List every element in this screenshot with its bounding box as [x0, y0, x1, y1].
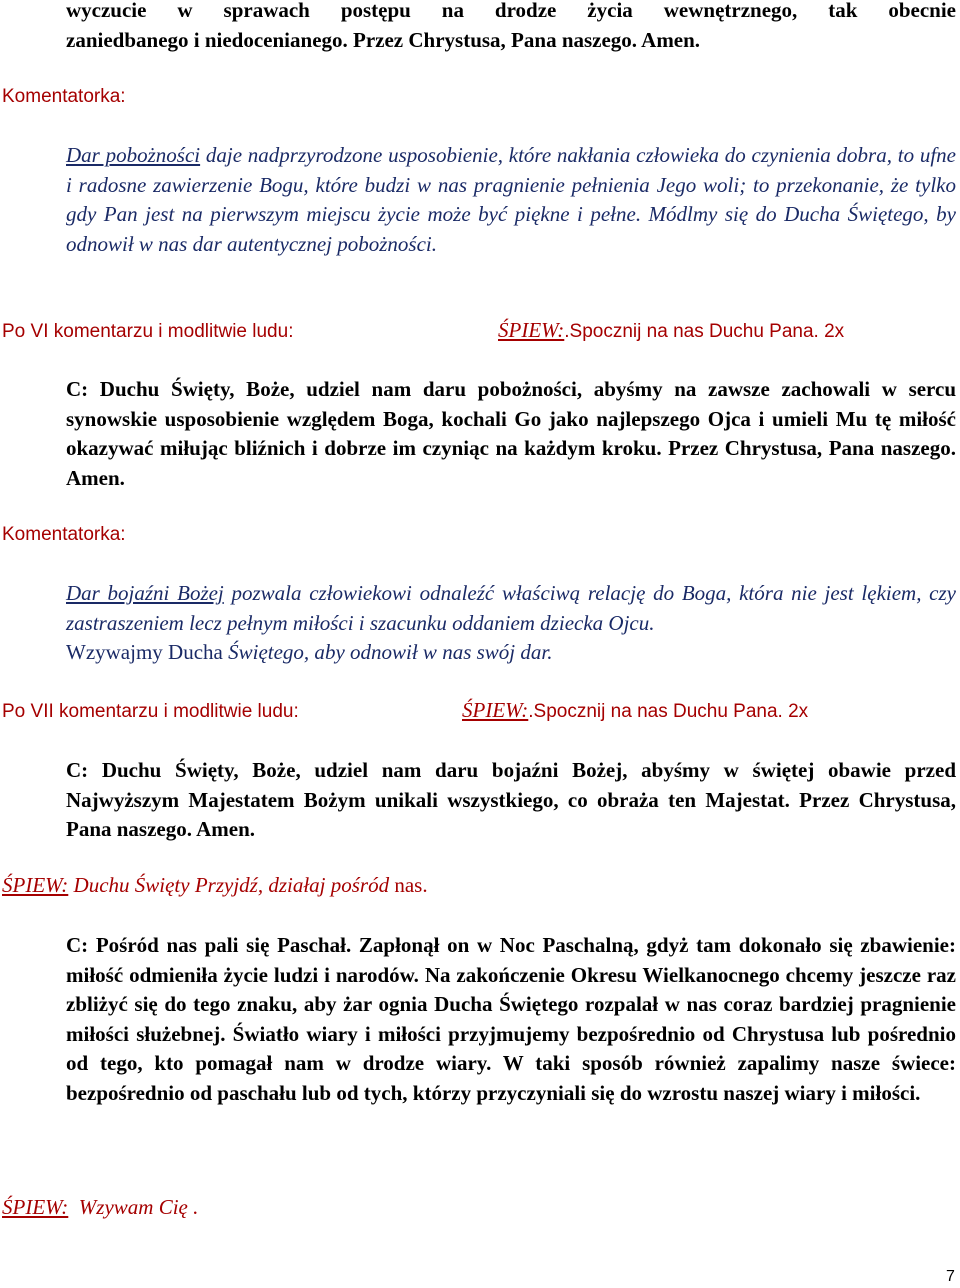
top-paragraph [66, 0, 956, 55]
commentator-label: Komentatorka: [2, 524, 126, 545]
gift-name: Dar bojaźni Bożej [66, 581, 224, 605]
song-reference [462, 698, 808, 723]
prayer-7: C: Duchu Święty, Boże, udziel nam daru bojaźni Bożej, abyśmy w świętej obawie przed Najwyższym Majestatem Bożym unikali wszystkiego, co obraża ten Majestat. Przez Chrystusa, Pana naszego. Amen. [66, 758, 956, 841]
top-paragraph-line1: wyczucie w sprawach postępu na drodze życia wewnętrznego, tak obecnie [66, 0, 956, 22]
commentary-7 [66, 579, 956, 668]
song-text: nas. [389, 873, 428, 897]
song-prefix: ŚPIEW: [2, 873, 69, 897]
song-prefix: ŚPIEW: [462, 698, 529, 722]
section-6-row [2, 318, 845, 343]
commentary-text: przekonanie, że tylko gdy Pan jest na pierwszym miejscu życie może być piękne i pełne. Módlmy się do Ducha Świętego, by odnowił w nas dar autentycznej pobożności. [66, 172, 956, 256]
prayer-6: C: Duchu Święty, Boże, udziel nam daru pobożności, abyśmy na zawsze zachowali w sercu synowskie usposobienie względem Boga, kochali Go jako najlepszego Ojca i umieli Mu tę miłość okazywać miłując bliźnich i dobrze im czyniąc na każdym kroku. Przez Chrystusa, Pana naszego. Amen. [66, 377, 956, 490]
commentary-text: by odnowił w nas swój dar. [324, 640, 553, 664]
section-label: Po VI komentarzu i modlitwie ludu: [2, 321, 294, 342]
commentary-text: Świętego, a [228, 640, 325, 664]
song-line [2, 873, 428, 898]
commentary-text: daje nadprzyrodzone usposobienie, które nakłania człowieka do czynienia dobra, to ufne i radosne zawierz [66, 143, 957, 197]
section-label: Po VII komentarzu i modlitwie ludu: [2, 701, 299, 722]
song-text: Duchu Święty Przyjdź, działaj pośród [68, 873, 390, 897]
song-prefix: ŚPIEW: [498, 318, 565, 342]
song-text: Wzywam Cię . [68, 1195, 199, 1219]
prayer-final: C: Pośród nas pali się Paschał. Zapłonął on w Noc Paschalną, gdyż tam dokonało się zbawienie: miłość odmieniła życie ludzi i narodów. Na zakończenie Okresu Wielkanocnego chcemy jeszcze raz zbliżyć się do tego znaku, aby żar ognia Ducha Świętego rozpalał w nas coraz bardziej pragnienie miłości służebnej. Światło wiary i miłości przyjmujemy bezpośrednio od Chrystusa lub pośrednio od tego, kto pomagał nam w drodze wiary. W taki sposób również zapalimy nasze świece: bezpośrednio od paschału lub od tych, którzy przyczyniali się do wzrostu naszej wiary i miłości. [66, 933, 956, 1105]
song-title: .Spocznij na nas Duchu Pana. 2x [564, 321, 845, 342]
commentary-text: enie Bogu, które budzi w nas pragnienie pełnienia Jego woli; to [217, 172, 777, 197]
song-line [2, 1195, 198, 1220]
song-title: .Spocznij na nas Duchu Pana. 2x [528, 701, 809, 722]
commentary-6 [66, 141, 956, 259]
gift-name: Dar pobożności [66, 143, 201, 167]
commentator-label: Komentatorka: [2, 86, 126, 107]
section-7-row [2, 698, 809, 723]
page-number: 7 [946, 1268, 955, 1285]
commentary-text: Wzywajmy Ducha [66, 640, 229, 664]
commentary-text: pozwala człowiekowi odnaleźć właściwą relację do Boga, która nie jest lękiem, czy zastraszeniem lecz pełnym miłości i szacunku oddaniem dziecka Ojcu. [66, 581, 956, 635]
song-prefix: ŚPIEW: [2, 1195, 69, 1219]
song-reference [498, 318, 844, 343]
top-paragraph-line2: zaniedbanego i niedocenianego. Przez Chrystusa, Pana naszego. Amen. [66, 27, 701, 52]
